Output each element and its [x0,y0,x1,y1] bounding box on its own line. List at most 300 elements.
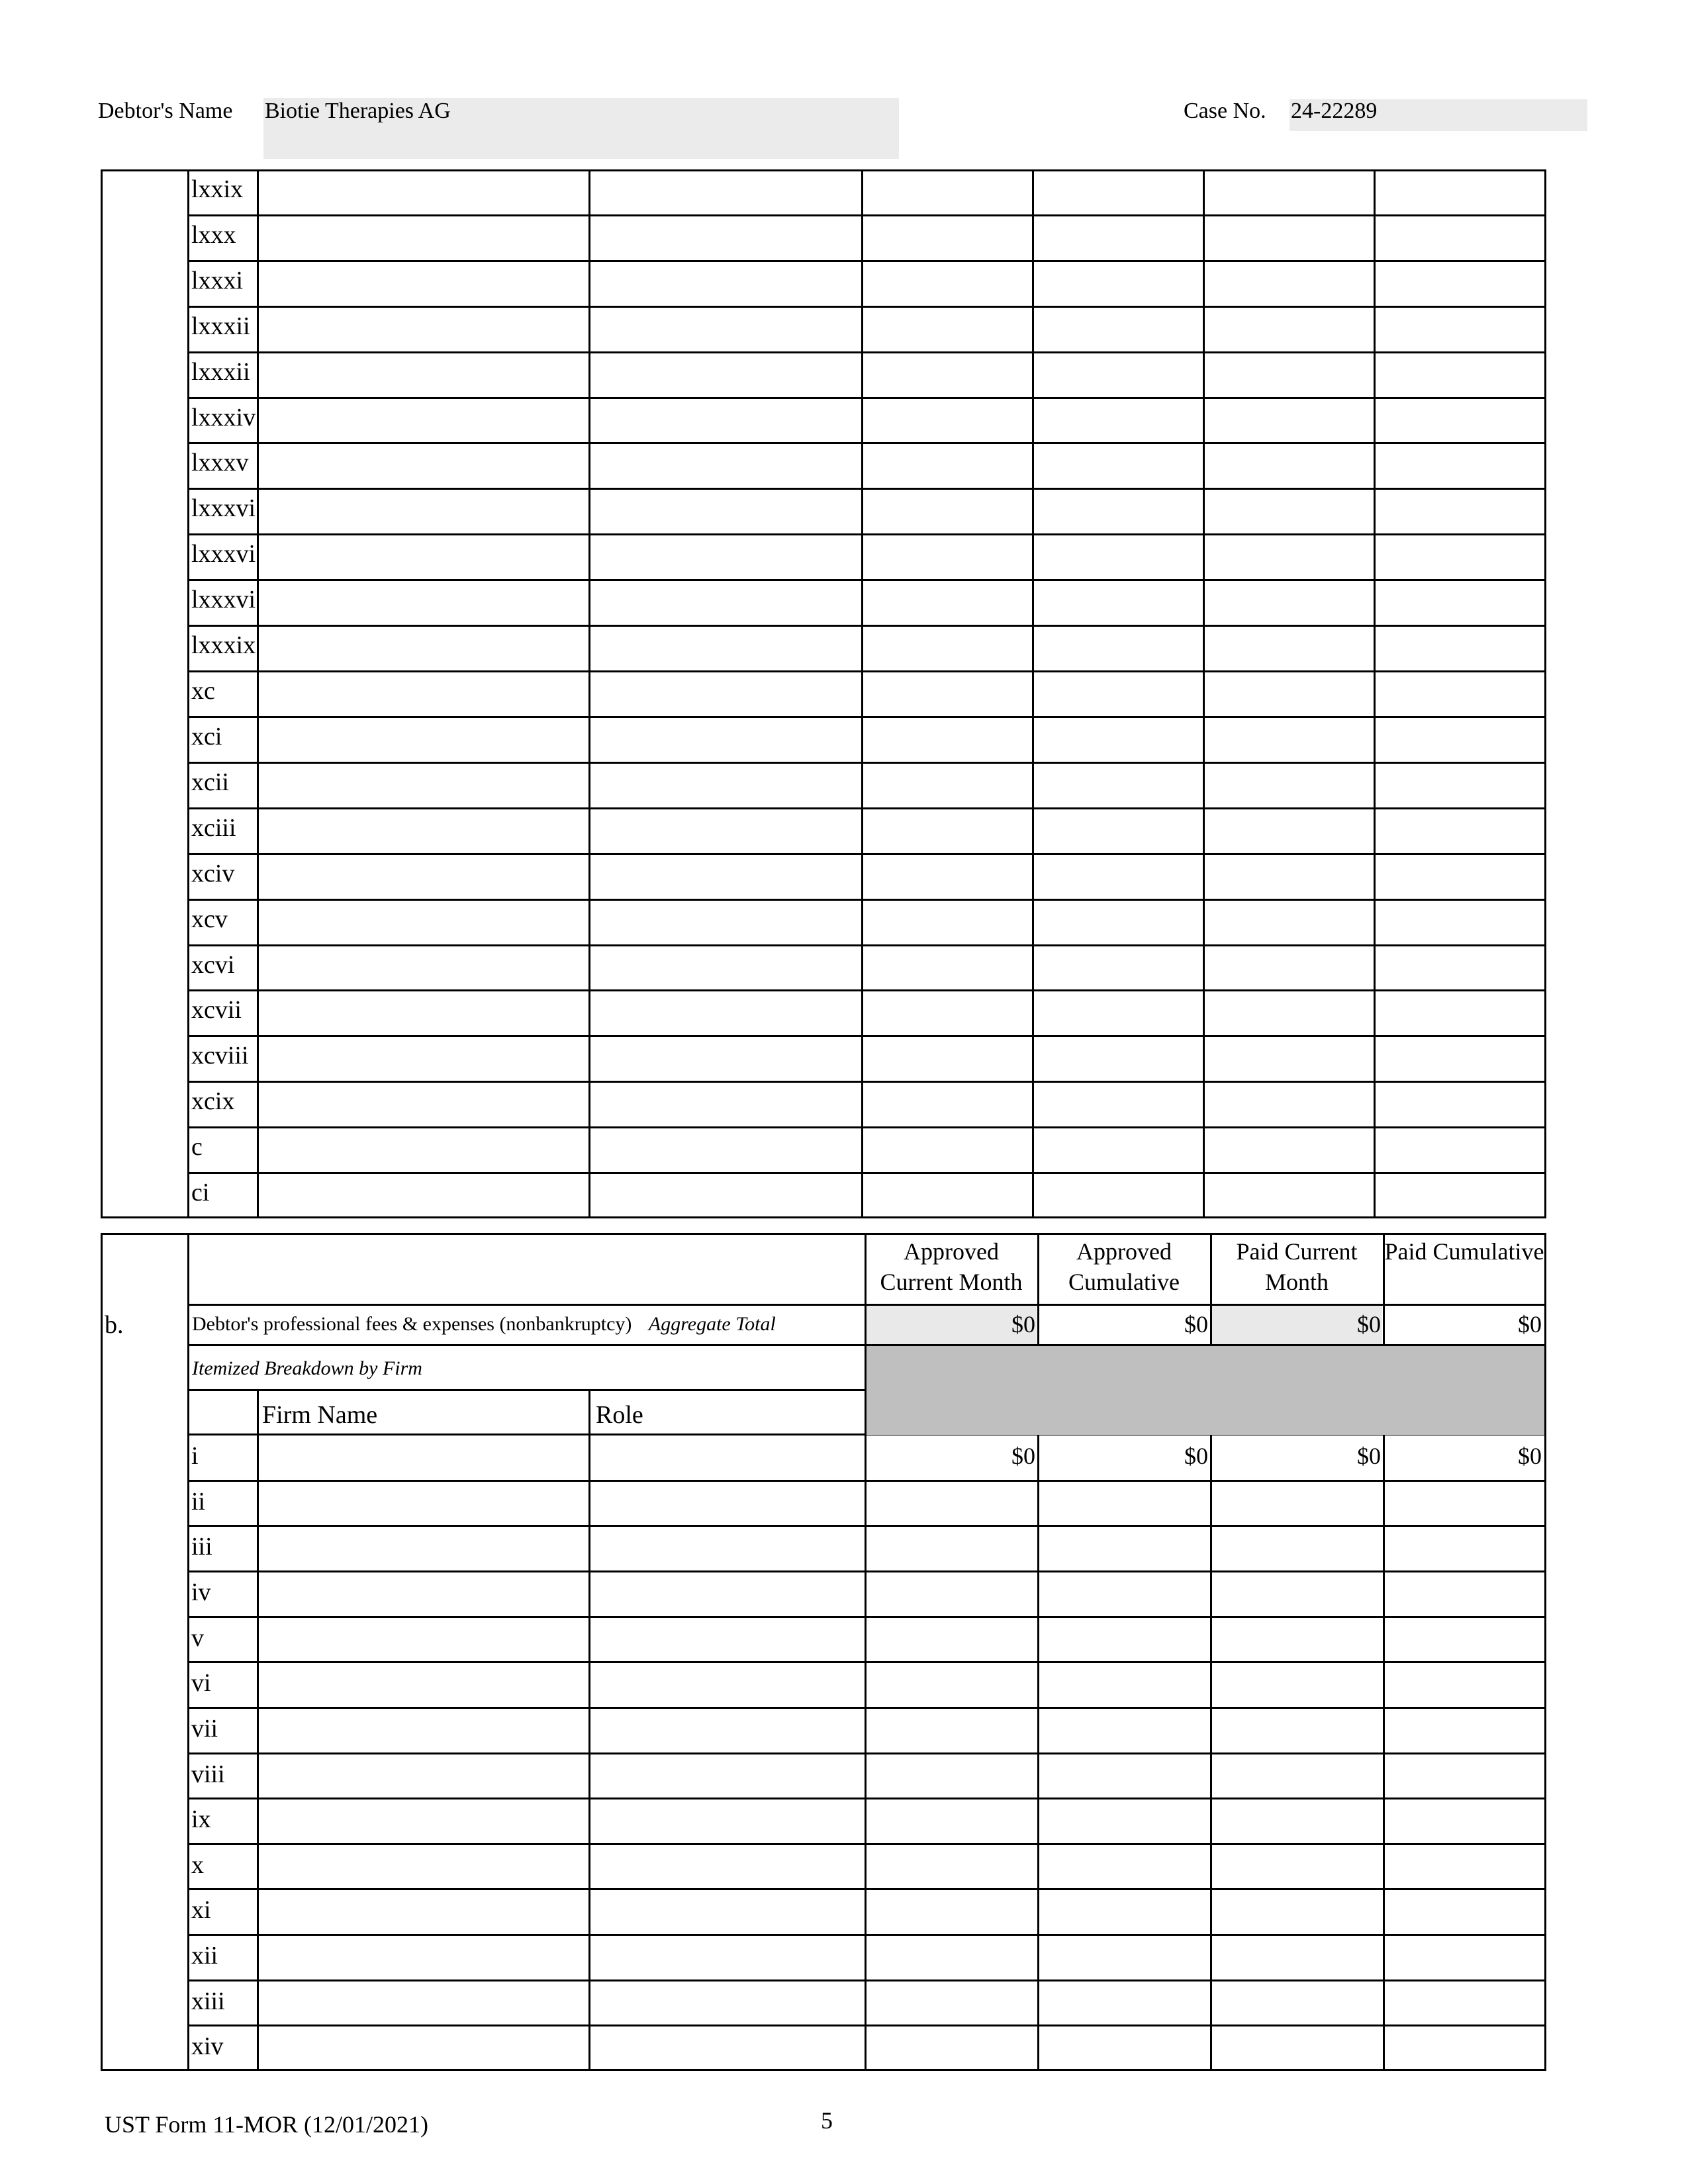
input-cell[interactable] [259,1982,588,2025]
input-cell[interactable] [1376,992,1544,1034]
input-cell[interactable] [863,810,1032,852]
input-cell[interactable] [1376,263,1544,305]
input-cell[interactable] [1039,1755,1210,1797]
row-label: xciv [191,860,235,887]
input-cell[interactable] [1034,627,1203,670]
input-cell[interactable] [590,445,861,487]
input-cell[interactable] [1034,582,1203,624]
input-cell[interactable] [1212,1936,1383,1979]
input-cell[interactable] [1205,217,1374,259]
row-divider [187,260,1546,262]
firm-row-label: ii [191,1488,206,1515]
input-cell[interactable] [863,308,1032,351]
row-label: xcvi [191,952,235,978]
input-cell[interactable] [867,1573,1037,1615]
input-cell[interactable] [863,1129,1032,1171]
input-cell[interactable] [867,1527,1037,1570]
input-cell[interactable] [259,810,588,852]
input-cell[interactable] [1034,171,1203,214]
row-divider [187,807,1546,809]
row-divider [187,1525,1546,1527]
input-cell[interactable] [259,1664,588,1706]
input-cell[interactable] [1034,490,1203,533]
input-cell[interactable] [863,992,1032,1034]
input-cell[interactable] [863,673,1032,715]
input-cell[interactable] [1385,1664,1544,1706]
input-cell[interactable] [1034,1083,1203,1126]
input-cell[interactable] [1212,1619,1383,1661]
input-cell[interactable] [259,445,588,487]
column-divider [187,1233,189,2071]
footer-form-label: UST Form 11-MOR (12/01/2021) [105,2111,429,2138]
input-cell[interactable] [590,764,861,807]
row-label: xciii [191,815,236,841]
input-cell[interactable] [590,719,861,761]
input-cell[interactable] [590,582,861,624]
input-cell[interactable] [1039,1982,1210,2025]
input-cell[interactable] [863,536,1032,578]
input-cell[interactable] [259,1482,588,1525]
row-divider [187,1888,1546,1890]
input-cell[interactable] [863,400,1032,442]
row-label: xcviii [191,1042,249,1069]
input-cell[interactable] [1034,354,1203,396]
input-cell[interactable] [1205,719,1374,761]
firm-row-label: xi [191,1897,211,1923]
input-cell[interactable] [867,1482,1037,1525]
input-cell[interactable] [1385,1573,1544,1615]
input-cell[interactable] [590,1573,865,1615]
row-divider [187,1389,865,1391]
input-cell[interactable] [1039,1482,1210,1525]
input-cell[interactable] [259,1527,588,1570]
input-cell[interactable] [1039,1936,1210,1979]
input-cell[interactable] [1376,1038,1544,1080]
input-cell[interactable] [1212,1982,1383,2025]
input-cell[interactable] [1205,582,1374,624]
firm-row-label: iv [191,1579,211,1606]
input-cell[interactable] [1385,1891,1544,1933]
input-cell[interactable] [1205,1175,1374,1217]
input-cell[interactable] [1039,2027,1210,2070]
input-cell[interactable] [1376,947,1544,989]
input-cell[interactable] [1205,1129,1374,1171]
input-cell[interactable] [590,171,861,214]
input-cell[interactable] [590,536,861,578]
aggregate-label-text: Debtor's professional fees & expenses (nonbankruptcy) [192,1313,632,1335]
input-cell[interactable] [259,992,588,1034]
row-divider [187,1843,1546,1845]
input-cell[interactable] [590,673,861,715]
col-paid-cumulative: Paid Cumulative [1384,1238,1544,1265]
input-cell[interactable] [1212,1709,1383,1752]
input-cell[interactable] [867,1755,1037,1797]
input-cell[interactable] [1212,1755,1383,1797]
input-cell[interactable] [863,445,1032,487]
row-divider [187,488,1546,490]
input-cell[interactable] [867,1846,1037,1888]
input-cell[interactable] [1039,1664,1210,1706]
input-cell[interactable] [867,1891,1037,1933]
input-cell[interactable] [590,263,861,305]
input-cell[interactable] [590,1527,865,1570]
input-cell[interactable] [1385,1709,1544,1752]
input-cell[interactable] [259,1573,588,1615]
input-cell[interactable] [1376,901,1544,944]
input-cell[interactable] [590,1709,865,1752]
input-cell[interactable] [867,1664,1037,1706]
row-label: lxxxv [191,449,249,476]
row-i-value-2: $0 [1357,1443,1381,1469]
input-cell[interactable] [1034,1038,1203,1080]
input-cell[interactable] [1039,1846,1210,1888]
input-cell[interactable] [1205,263,1374,305]
input-cell[interactable] [259,1083,588,1126]
row-label: xc [191,678,215,704]
input-cell[interactable] [1034,810,1203,852]
input-cell[interactable] [590,1175,861,1217]
row-label: lxxxii [191,359,250,385]
row-divider [187,716,1546,718]
row-divider [187,1661,1546,1663]
input-cell[interactable] [1034,764,1203,807]
input-cell[interactable] [1205,536,1374,578]
row-label: xci [191,723,222,750]
input-cell[interactable] [1385,1800,1544,1843]
input-cell[interactable] [1385,1936,1544,1979]
input-cell[interactable] [259,1755,588,1797]
input-cell[interactable] [259,764,588,807]
input-cell[interactable] [590,1936,865,1979]
input-cell[interactable] [1039,1619,1210,1661]
input-cell[interactable] [259,1891,588,1933]
input-cell[interactable] [1212,1846,1383,1888]
aggregate-value-2: $0 [1357,1311,1381,1338]
input-cell[interactable] [590,1437,865,1479]
input-cell[interactable] [1034,1129,1203,1171]
input-cell[interactable] [590,490,861,533]
input-cell[interactable] [1376,810,1544,852]
firm-name-header: Firm Name [262,1402,378,1428]
input-cell[interactable] [1034,263,1203,305]
input-cell[interactable] [259,536,588,578]
input-cell[interactable] [1212,1482,1383,1525]
input-cell[interactable] [1205,1083,1374,1126]
input-cell[interactable] [1212,1573,1383,1615]
input-cell[interactable] [1039,1709,1210,1752]
input-cell[interactable] [1376,217,1544,259]
aggregate-label [192,1312,776,1336]
row-divider [187,533,1546,535]
input-cell[interactable] [259,719,588,761]
input-cell[interactable] [863,490,1032,533]
input-cell[interactable] [1376,627,1544,670]
input-cell[interactable] [863,856,1032,898]
input-cell[interactable] [1385,2027,1544,2070]
input-cell[interactable] [1205,947,1374,989]
row-label: ci [191,1179,210,1206]
input-cell[interactable] [590,1038,861,1080]
row-label: lxxxvi [191,541,256,567]
input-cell[interactable] [590,1982,865,2025]
input-cell[interactable] [1034,992,1203,1034]
row-divider [187,1707,1546,1709]
input-cell[interactable] [1034,856,1203,898]
input-cell[interactable] [1205,354,1374,396]
input-cell[interactable] [1039,1891,1210,1933]
input-cell[interactable] [863,354,1032,396]
input-cell[interactable] [863,263,1032,305]
firm-row-label: x [191,1852,204,1878]
input-cell[interactable] [1376,719,1544,761]
input-cell[interactable] [590,947,861,989]
input-cell[interactable] [590,1755,865,1797]
input-cell[interactable] [259,354,588,396]
input-cell[interactable] [1212,1664,1383,1706]
input-cell[interactable] [1034,947,1203,989]
input-cell[interactable] [1034,719,1203,761]
input-cell[interactable] [590,308,861,351]
row-label: lxxxiv [191,404,256,431]
row-divider [187,397,1546,399]
input-cell[interactable] [1205,1038,1374,1080]
input-cell[interactable] [590,901,861,944]
firm-row-label: xiv [191,2033,224,2060]
column-divider [187,169,189,1218]
input-cell[interactable] [590,992,861,1034]
input-cell[interactable] [1376,354,1544,396]
input-cell[interactable] [1385,1982,1544,2025]
input-cell[interactable] [1376,764,1544,807]
input-cell[interactable] [1212,1891,1383,1933]
row-divider [187,306,1546,308]
input-cell[interactable] [1205,901,1374,944]
input-cell[interactable] [259,1846,588,1888]
row-divider [187,944,1546,946]
input-cell[interactable] [1039,1573,1210,1615]
input-cell[interactable] [867,1619,1037,1661]
debtor-name-label: Debtor's Name [98,99,233,123]
row-divider [187,579,1546,581]
input-cell[interactable] [1205,445,1374,487]
input-cell[interactable] [1205,490,1374,533]
case-number-value: 24-22289 [1291,99,1378,123]
row-divider [187,625,1546,627]
input-cell[interactable] [1376,1083,1544,1126]
input-cell[interactable] [1376,1175,1544,1217]
input-cell[interactable] [1205,171,1374,214]
input-cell[interactable] [1385,1619,1544,1661]
input-cell[interactable] [590,810,861,852]
input-cell[interactable] [863,627,1032,670]
input-cell[interactable] [1376,445,1544,487]
input-cell[interactable] [1385,1846,1544,1888]
input-cell[interactable] [1034,673,1203,715]
input-cell[interactable] [1376,308,1544,351]
input-cell[interactable] [1034,536,1203,578]
input-cell[interactable] [1376,856,1544,898]
input-cell[interactable] [1039,1800,1210,1843]
input-cell[interactable] [259,308,588,351]
row-divider [187,1172,1546,1174]
input-cell[interactable] [590,1129,861,1171]
row-label: lxxxix [191,632,256,659]
input-cell[interactable] [259,490,588,533]
case-number-field[interactable] [1289,99,1587,131]
input-cell[interactable] [259,947,588,989]
input-cell[interactable] [863,719,1032,761]
row-divider [187,1752,1546,1754]
input-cell[interactable] [590,856,861,898]
input-cell[interactable] [259,263,588,305]
input-cell[interactable] [867,1936,1037,1979]
debtor-name-value: Biotie Therapies AG [265,99,451,123]
itemized-shaded-area [867,1346,1544,1435]
input-cell[interactable] [1212,2027,1383,2070]
aggregate-value-3: $0 [1518,1311,1542,1338]
input-cell[interactable] [259,856,588,898]
input-cell[interactable] [1034,1175,1203,1217]
input-cell[interactable] [590,1891,865,1933]
input-cell[interactable] [590,400,861,442]
input-cell[interactable] [1376,400,1544,442]
firm-row-label: v [191,1625,204,1651]
input-cell[interactable] [259,1709,588,1752]
input-cell[interactable] [1034,217,1203,259]
input-cell[interactable] [1385,1527,1544,1570]
input-cell[interactable] [1376,171,1544,214]
input-cell[interactable] [259,171,588,214]
input-cell[interactable] [1205,627,1374,670]
input-cell[interactable] [1385,1482,1544,1525]
input-cell[interactable] [1376,490,1544,533]
input-cell[interactable] [1376,1129,1544,1171]
input-cell[interactable] [259,582,588,624]
input-cell[interactable] [1376,673,1544,715]
input-cell[interactable] [259,627,588,670]
input-cell[interactable] [863,1038,1032,1080]
input-cell[interactable] [1385,1755,1544,1797]
input-cell[interactable] [590,1800,865,1843]
firm-row-label: xii [191,1942,218,1969]
row-i-value-0: $0 [1011,1443,1035,1469]
input-cell[interactable] [259,217,588,259]
input-cell[interactable] [259,400,588,442]
role-header: Role [596,1402,643,1428]
row-divider [187,1126,1546,1128]
input-cell[interactable] [863,217,1032,259]
firm-row-label: iii [191,1533,212,1560]
row-divider [187,989,1546,991]
row-divider [187,1979,1546,1981]
input-cell[interactable] [259,1619,588,1661]
input-cell[interactable] [590,1664,865,1706]
input-cell[interactable] [590,1619,865,1661]
input-cell[interactable] [1205,856,1374,898]
input-cell[interactable] [863,1175,1032,1217]
input-cell[interactable] [1376,536,1544,578]
input-cell[interactable] [259,1175,588,1217]
input-cell[interactable] [259,901,588,944]
input-cell[interactable] [1205,308,1374,351]
row-label: xcix [191,1088,235,1115]
itemized-breakdown-label: Itemized Breakdown by Firm [192,1357,422,1379]
row-divider [187,670,1546,672]
input-cell[interactable] [1205,992,1374,1034]
firm-row-label: vi [191,1670,211,1696]
row-label: xcvii [191,997,242,1023]
input-cell[interactable] [590,217,861,259]
input-cell[interactable] [259,1437,588,1479]
input-cell[interactable] [590,627,861,670]
input-cell[interactable] [590,2027,865,2070]
input-cell[interactable] [259,1936,588,1979]
row-divider [187,762,1546,764]
input-cell[interactable] [259,1129,588,1171]
input-cell[interactable] [1034,308,1203,351]
firm-row-label: xiii [191,1988,225,2015]
firm-row-label: ix [191,1806,211,1833]
row-label: lxxxvi [191,586,256,613]
input-cell[interactable] [1034,901,1203,944]
row-divider [187,899,1546,901]
input-cell[interactable] [590,1482,865,1525]
row-divider [187,1570,1546,1572]
input-cell[interactable] [867,1800,1037,1843]
input-cell[interactable] [867,2027,1037,2070]
row-divider [187,1480,1546,1482]
col-approved-cumulative: Approved Cumulative [1068,1238,1180,1295]
row-divider [187,2025,1546,2026]
input-cell[interactable] [863,582,1032,624]
input-cell[interactable] [863,901,1032,944]
input-cell[interactable] [1205,400,1374,442]
input-cell[interactable] [1034,400,1203,442]
input-cell[interactable] [863,1083,1032,1126]
input-cell[interactable] [259,2027,588,2070]
input-cell[interactable] [867,1709,1037,1752]
input-cell[interactable] [1034,445,1203,487]
input-cell[interactable] [1212,1800,1383,1843]
debtor-name-field[interactable] [263,98,899,159]
row-label: lxxxvi [191,495,256,522]
input-cell[interactable] [1039,1527,1210,1570]
row-label: lxxxi [191,267,244,294]
input-cell[interactable] [1205,810,1374,852]
row-label: c [191,1134,203,1160]
row-label: lxxxii [191,313,250,340]
input-cell[interactable] [867,1982,1037,2025]
input-cell[interactable] [590,1083,861,1126]
input-cell[interactable] [590,354,861,396]
input-cell[interactable] [259,673,588,715]
row-label: lxxx [191,222,236,248]
input-cell[interactable] [1205,764,1374,807]
input-cell[interactable] [259,1038,588,1080]
input-cell[interactable] [863,171,1032,214]
input-cell[interactable] [1212,1527,1383,1570]
input-cell[interactable] [259,1800,588,1843]
input-cell[interactable] [863,947,1032,989]
input-cell[interactable] [1205,673,1374,715]
input-cell[interactable] [1376,582,1544,624]
firm-row-label: viii [191,1761,225,1788]
input-cell[interactable] [863,764,1032,807]
row-label: xcv [191,906,228,933]
row-i-value-3: $0 [1518,1443,1542,1469]
col-approved-current-month: Approved Current Month [880,1238,1023,1295]
input-cell[interactable] [590,1846,865,1888]
